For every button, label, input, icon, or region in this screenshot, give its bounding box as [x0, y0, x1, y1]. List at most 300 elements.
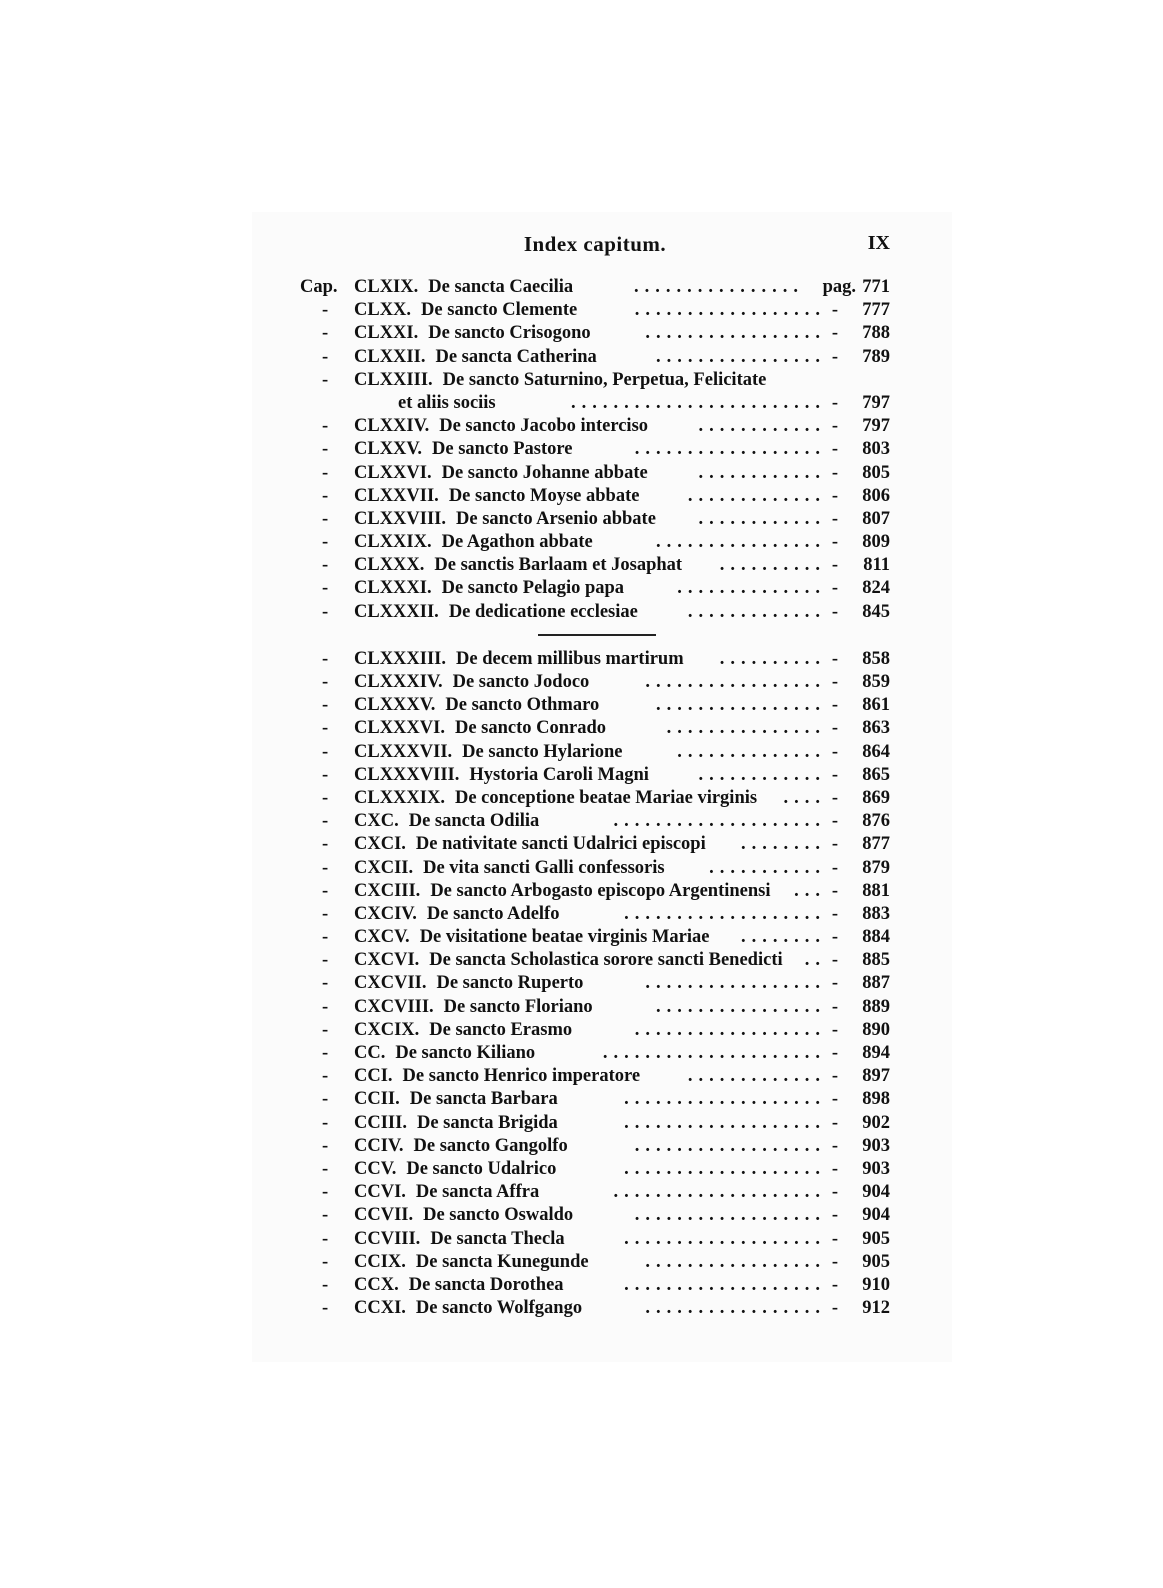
toc-entry: [300, 741, 890, 764]
toc-entry: [300, 1204, 890, 1227]
chapter-numeral: CLXIX.: [354, 277, 419, 297]
toc-entry: [300, 1228, 890, 1251]
leader-dots: ................: [656, 695, 826, 716]
leader-dots: ..................: [634, 1019, 826, 1040]
entry-page: 879: [862, 857, 890, 878]
toc-entry: [300, 1065, 890, 1088]
entry-dash: -: [831, 578, 838, 599]
entry-page: 903: [862, 1158, 890, 1179]
entry-dash: -: [831, 508, 838, 529]
entry-title: De sancto Conrado: [454, 718, 607, 739]
entry-lead: -: [322, 672, 329, 692]
entry-dash: -: [831, 1182, 838, 1203]
entry-dash: -: [831, 834, 838, 855]
leader-dots: .............: [687, 1066, 826, 1087]
entry-chapter: [354, 1088, 558, 1111]
entry-dash: -: [831, 811, 838, 832]
entry-dash: -: [831, 416, 838, 437]
entry-chapter: [354, 1158, 556, 1181]
entry-title: De sancto Johanne abbate: [441, 462, 648, 483]
toc-entry: [300, 369, 890, 392]
chapter-numeral: CCIX.: [354, 1251, 406, 1272]
toc-entry: [300, 485, 890, 508]
leader-dots: ..: [804, 950, 826, 971]
entry-chapter: [354, 1135, 568, 1158]
toc-entry: [300, 903, 890, 926]
leader-dots: .................: [645, 1251, 826, 1272]
chapter-numeral: CXCV.: [354, 927, 410, 948]
entry-lead: -: [322, 601, 329, 622]
entry-lead: -: [322, 1019, 329, 1040]
entry-title: De sancto Clemente: [421, 300, 578, 321]
entry-lead: -: [322, 300, 329, 321]
entry-title: De sancto Pastore: [432, 439, 573, 460]
entry-title: De sancto Erasmo: [429, 1019, 573, 1040]
entry-chapter: [354, 694, 599, 717]
page-prefix: pag.: [822, 277, 856, 297]
entry-page: 861: [862, 695, 890, 716]
entry-page: 863: [862, 718, 890, 739]
entry-chapter: [354, 601, 638, 624]
entry-title: De sancto Jodoco: [452, 672, 590, 692]
entry-title: De sancto Gangolfo: [413, 1135, 568, 1156]
leader-dots: .................: [645, 1298, 826, 1319]
chapter-numeral: CLXXX.: [354, 555, 425, 576]
leader-dots: ...................: [624, 903, 826, 924]
leader-dots: ........: [741, 927, 826, 948]
entry-lead: -: [322, 1228, 329, 1249]
entry-dash: -: [831, 764, 838, 785]
entry-page: 771: [862, 277, 890, 297]
entry-title: De sancto Moyse abbate: [448, 485, 640, 506]
chapter-numeral: CXCVI.: [354, 950, 420, 971]
entry-dash: -: [831, 1274, 838, 1295]
entry-title: De sancto Floriano: [443, 996, 593, 1017]
entry-chapter: [354, 1042, 535, 1065]
entry-dash: -: [831, 1251, 838, 1272]
entry-dash: -: [831, 439, 838, 460]
leader-dots: ............: [698, 764, 826, 785]
leader-dots: ..................: [634, 439, 826, 460]
entry-page: 859: [862, 672, 890, 692]
entry-title: De sanctis Barlaam et Josaphat: [434, 555, 683, 576]
entry-dash: -: [831, 787, 838, 808]
chapter-numeral: CCIII.: [354, 1112, 407, 1133]
entry-lead: -: [322, 648, 329, 669]
chapter-numeral: CC.: [354, 1043, 386, 1063]
entry-chapter: [354, 764, 649, 787]
entry-dash: -: [831, 1205, 838, 1226]
entry-title: De Agathon abbate: [441, 532, 593, 553]
chapter-numeral: CCVI.: [354, 1182, 406, 1203]
section-divider: [300, 624, 890, 648]
entry-lead: -: [322, 973, 329, 994]
entry-dash: -: [831, 323, 838, 344]
leader-dots: ............: [698, 508, 826, 529]
entry-page: 788: [862, 323, 890, 344]
chapter-numeral: CXCI.: [354, 834, 406, 855]
entry-title: De conceptione beatae Mariae virginis: [454, 787, 758, 808]
toc-entry: [300, 1251, 890, 1274]
chapter-numeral: CLXXII.: [354, 346, 426, 367]
chapter-numeral: CLXXI.: [354, 323, 419, 344]
entry-dash: -: [831, 1228, 838, 1249]
entry-lead: -: [322, 1182, 329, 1203]
toc-entry: [300, 438, 890, 461]
toc-entry: [300, 1088, 890, 1111]
entry-page: 805: [862, 462, 890, 483]
entry-page: 889: [862, 996, 890, 1017]
folio-number: IX: [867, 232, 890, 254]
toc-entry: [300, 392, 890, 415]
entry-page: 876: [862, 811, 890, 832]
entry-lead: -: [322, 1274, 329, 1295]
entry-page: 881: [862, 880, 890, 901]
entry-dash: -: [831, 392, 838, 413]
entry-dash: -: [831, 1089, 838, 1110]
entry-lead: -: [322, 903, 329, 924]
leader-dots: ........: [741, 834, 826, 855]
entry-lead: -: [322, 508, 329, 529]
entry-page: 883: [862, 903, 890, 924]
entry-title: De sancto Pelagio papa: [441, 578, 625, 599]
entry-chapter: [354, 903, 559, 926]
entry-dash: -: [831, 718, 838, 739]
toc-entry: [300, 648, 890, 671]
toc-entry: [300, 1112, 890, 1135]
entry-page: 903: [862, 1135, 890, 1156]
entry-page: 797: [862, 416, 890, 437]
entry-chapter: [354, 1181, 539, 1204]
entry-title: De sancta Dorothea: [408, 1274, 564, 1295]
toc-entry: [300, 577, 890, 600]
entry-dash: -: [831, 903, 838, 924]
entry-chapter: [354, 1112, 558, 1135]
entry-title: Hystoria Caroli Magni: [469, 764, 649, 785]
entry-lead: -: [322, 1066, 329, 1087]
entry-title: De sancto Saturnino, Perpetua, Felicitate: [442, 369, 767, 390]
chapter-numeral: CLXXXIX.: [354, 787, 445, 808]
entry-lead: -: [322, 857, 329, 878]
entry-lead: -: [322, 1089, 329, 1110]
entry-page: 902: [862, 1112, 890, 1133]
entry-title: De sancto Kiliano: [395, 1043, 536, 1063]
entry-title: De sancta Kunegunde: [415, 1251, 589, 1272]
entry-title: De sancto Othmaro: [445, 695, 600, 716]
entry-chapter: [354, 648, 684, 671]
entry-lead: -: [322, 1135, 329, 1156]
entry-page: 894: [862, 1043, 890, 1063]
table-of-contents: [300, 276, 890, 1320]
toc-entry: [300, 880, 890, 903]
entry-title: De sancta Affra: [415, 1182, 540, 1203]
entry-dash: -: [831, 346, 838, 367]
entry-title: De sancto Henrico imperatore: [402, 1066, 641, 1087]
leader-dots: ...................: [624, 1089, 826, 1110]
entry-title: De dedicatione ecclesiae: [448, 601, 638, 622]
running-title: Index capitum.: [523, 232, 667, 256]
chapter-numeral: CCVII.: [354, 1205, 414, 1226]
entry-chapter: [354, 996, 593, 1019]
leader-dots: ...................: [624, 1274, 826, 1295]
entry-chapter: [354, 787, 757, 810]
entry-chapter: [354, 1274, 564, 1297]
entry-chapter: [354, 554, 682, 577]
entry-lead: -: [322, 764, 329, 785]
toc-entry: [300, 694, 890, 717]
leader-dots: ................: [656, 996, 826, 1017]
entry-page: 898: [862, 1089, 890, 1110]
entry-page: 904: [862, 1205, 890, 1226]
entry-chapter: [354, 531, 593, 554]
entry-page: 912: [862, 1298, 890, 1319]
entry-dash: -: [831, 1135, 838, 1156]
leader-dots: ..............: [677, 578, 826, 599]
entry-dash: -: [831, 555, 838, 576]
chapter-numeral: CXCVIII.: [354, 996, 434, 1017]
leader-dots: ....................: [613, 811, 826, 832]
toc-section-first: [300, 276, 890, 624]
leader-dots: ..............: [677, 741, 826, 762]
entry-chapter: [354, 926, 709, 949]
toc-entry: [300, 972, 890, 995]
chapter-numeral: CLXXV.: [354, 439, 423, 460]
entry-title: De sancto Udalrico: [406, 1158, 557, 1179]
leader-dots: ...............: [666, 718, 826, 739]
entry-title: De sancta Caecilia: [428, 277, 574, 297]
page-header: [300, 232, 890, 258]
leader-dots: ...: [794, 880, 826, 901]
entry-dash: -: [831, 741, 838, 762]
toc-entry: [300, 531, 890, 554]
toc-entry: [300, 1158, 890, 1181]
entry-dash: -: [831, 532, 838, 553]
entry-page: 845: [862, 601, 890, 622]
entry-lead: -: [322, 532, 329, 553]
chapter-numeral: CLXXXVII.: [354, 741, 453, 762]
entry-title: De visitatione beatae virginis Mariae: [419, 927, 710, 948]
entry-lead: -: [322, 555, 329, 576]
entry-page: 864: [862, 741, 890, 762]
entry-dash: -: [831, 1298, 838, 1319]
chapter-numeral: CLXXVIII.: [354, 508, 447, 529]
leader-dots: ....................: [613, 1182, 826, 1203]
entry-chapter: [354, 741, 622, 764]
toc-entry: [300, 926, 890, 949]
entry-dash: -: [831, 462, 838, 483]
entry-dash: -: [831, 996, 838, 1017]
leader-dots: ...................: [624, 1228, 826, 1249]
leader-dots: ..........: [719, 648, 826, 669]
entry-lead: -: [322, 1205, 329, 1226]
entry-title: De sancto Crisogono: [428, 323, 591, 344]
entry-lead: -: [322, 718, 329, 739]
entry-chapter: [354, 1019, 572, 1042]
entry-lead: -: [322, 834, 329, 855]
chapter-numeral: CCV.: [354, 1158, 397, 1179]
entry-dash: -: [831, 1066, 838, 1087]
entry-chapter: [354, 671, 589, 694]
entry-page: 904: [862, 1182, 890, 1203]
entry-page: 807: [862, 508, 890, 529]
entry-page: 910: [862, 1274, 890, 1295]
entry-title: De sancta Barbara: [409, 1089, 558, 1110]
entry-lead: -: [322, 485, 329, 506]
toc-entry: [300, 322, 890, 345]
divider-rule: [538, 634, 656, 636]
chapter-numeral: CXCIV.: [354, 903, 417, 924]
entry-lead: -: [322, 1251, 329, 1272]
chapter-numeral: CLXXIV.: [354, 416, 430, 437]
entry-lead: -: [322, 1158, 329, 1179]
entry-chapter: [354, 717, 606, 740]
toc-entry: [300, 276, 890, 299]
chapter-numeral: CXCIX.: [354, 1019, 420, 1040]
entry-chapter: [354, 1204, 573, 1227]
entry-chapter: [354, 438, 572, 461]
toc-entry: [300, 787, 890, 810]
entry-page: 887: [862, 973, 890, 994]
entry-chapter: [354, 810, 539, 833]
entry-dash: -: [831, 601, 838, 622]
toc-entry: [300, 1135, 890, 1158]
entry-dash: -: [831, 927, 838, 948]
leader-dots: .................: [645, 672, 826, 692]
chapter-numeral: CCII.: [354, 1089, 400, 1110]
chapter-numeral: CCXI.: [354, 1298, 406, 1319]
entry-title: De sancto Adelfo: [426, 903, 560, 924]
entry-page: 905: [862, 1228, 890, 1249]
entry-lead: -: [322, 369, 329, 390]
chapter-numeral: CXCVII.: [354, 973, 427, 994]
chapter-numeral: CLXXXVI.: [354, 718, 445, 739]
entry-dash: -: [831, 950, 838, 971]
entry-lead: -: [322, 1112, 329, 1133]
entry-dash: -: [831, 672, 838, 692]
toc-entry: [300, 764, 890, 787]
toc-entry: [300, 415, 890, 438]
entry-lead: -: [322, 1043, 329, 1063]
entry-chapter: [354, 276, 573, 299]
toc-entry: [300, 1181, 890, 1204]
entry-title: De nativitate sancti Udalrici episcopi: [415, 834, 706, 855]
entry-title: De sancta Scholastica sorore sancti Benedicti: [429, 950, 783, 971]
entry-page: 809: [862, 532, 890, 553]
entry-page: 803: [862, 439, 890, 460]
leader-dots: ..................: [634, 1205, 826, 1226]
leader-dots: .............: [687, 601, 826, 622]
entry-page: 806: [862, 485, 890, 506]
entry-chapter: [354, 485, 639, 508]
entry-chapter: [354, 880, 771, 903]
entry-title: De sancto Arbogasto episcopo Argentinensi: [430, 880, 771, 901]
entry-lead: -: [322, 323, 329, 344]
entry-title: De sancta Thecla: [430, 1228, 565, 1249]
entry-lead: -: [322, 880, 329, 901]
entry-page: 811: [863, 555, 890, 576]
entry-dash: -: [831, 880, 838, 901]
chapter-numeral: CLXXVI.: [354, 462, 432, 483]
entry-page: 905: [862, 1251, 890, 1272]
leader-dots: .................: [645, 973, 826, 994]
entry-page: 865: [862, 764, 890, 785]
entry-chapter: [354, 508, 656, 531]
chapter-numeral: CLXXXV.: [354, 695, 436, 716]
toc-entry: [300, 833, 890, 856]
chapter-numeral: CLXXIX.: [354, 532, 432, 553]
leader-dots: ........................: [571, 392, 826, 413]
entry-chapter: [354, 577, 624, 600]
chapter-numeral: CLXX.: [354, 300, 412, 321]
entry-chapter: [354, 857, 665, 880]
toc-entry: [300, 462, 890, 485]
entry-lead: -: [322, 996, 329, 1017]
entry-chapter: [354, 299, 577, 322]
chapter-numeral: CXCII.: [354, 857, 414, 878]
toc-entry: [300, 717, 890, 740]
chapter-numeral: CLXXXI.: [354, 578, 432, 599]
toc-entry: [300, 299, 890, 322]
leader-dots: .....................: [602, 1043, 826, 1063]
leader-dots: ................: [634, 277, 804, 297]
entry-dash: -: [831, 857, 838, 878]
leader-dots: ............: [698, 462, 826, 483]
leader-dots: .................: [645, 323, 826, 344]
leader-dots: ............: [698, 416, 826, 437]
entry-page: 777: [862, 300, 890, 321]
toc-entry: [300, 346, 890, 369]
entry-lead: Cap.: [300, 277, 338, 297]
leader-dots: ...................: [624, 1112, 826, 1133]
entry-lead: -: [322, 695, 329, 716]
entry-chapter: [354, 833, 706, 856]
toc-entry: [300, 1019, 890, 1042]
entry-chapter: [354, 1251, 589, 1274]
entry-title: De sancto Oswaldo: [423, 1205, 574, 1226]
entry-dash: -: [831, 695, 838, 716]
entry-chapter: [354, 1065, 640, 1088]
chapter-numeral: CLXXXIII.: [354, 648, 447, 669]
entry-lead: -: [322, 787, 329, 808]
chapter-numeral: CLXXVII.: [354, 485, 439, 506]
entry-dash: -: [831, 1158, 838, 1179]
leader-dots: ....: [783, 787, 826, 808]
leader-dots: ...........: [709, 857, 826, 878]
entry-page: 824: [862, 578, 890, 599]
entry-lead: -: [322, 811, 329, 832]
chapter-numeral: CCVIII.: [354, 1228, 421, 1249]
entry-lead: -: [322, 346, 329, 367]
chapter-numeral: CCI.: [354, 1066, 393, 1087]
entry-page: 858: [862, 648, 890, 669]
entry-page: 877: [862, 834, 890, 855]
entry-dash: -: [831, 300, 838, 321]
entry-chapter: [354, 462, 648, 485]
entry-chapter: [354, 1228, 565, 1251]
entry-title: De sancto Wolfgango: [415, 1298, 583, 1319]
toc-entry: [300, 671, 890, 694]
toc-entry: [300, 949, 890, 972]
chapter-numeral: CLXXXIV.: [354, 672, 443, 692]
entry-lead: -: [322, 950, 329, 971]
entry-dash: -: [831, 1043, 838, 1063]
chapter-numeral: CCIV.: [354, 1135, 404, 1156]
entry-chapter: [354, 972, 583, 995]
entry-lead: -: [322, 741, 329, 762]
entry-chapter: [354, 369, 766, 392]
entry-chapter: [354, 322, 591, 345]
entry-lead: -: [322, 416, 329, 437]
